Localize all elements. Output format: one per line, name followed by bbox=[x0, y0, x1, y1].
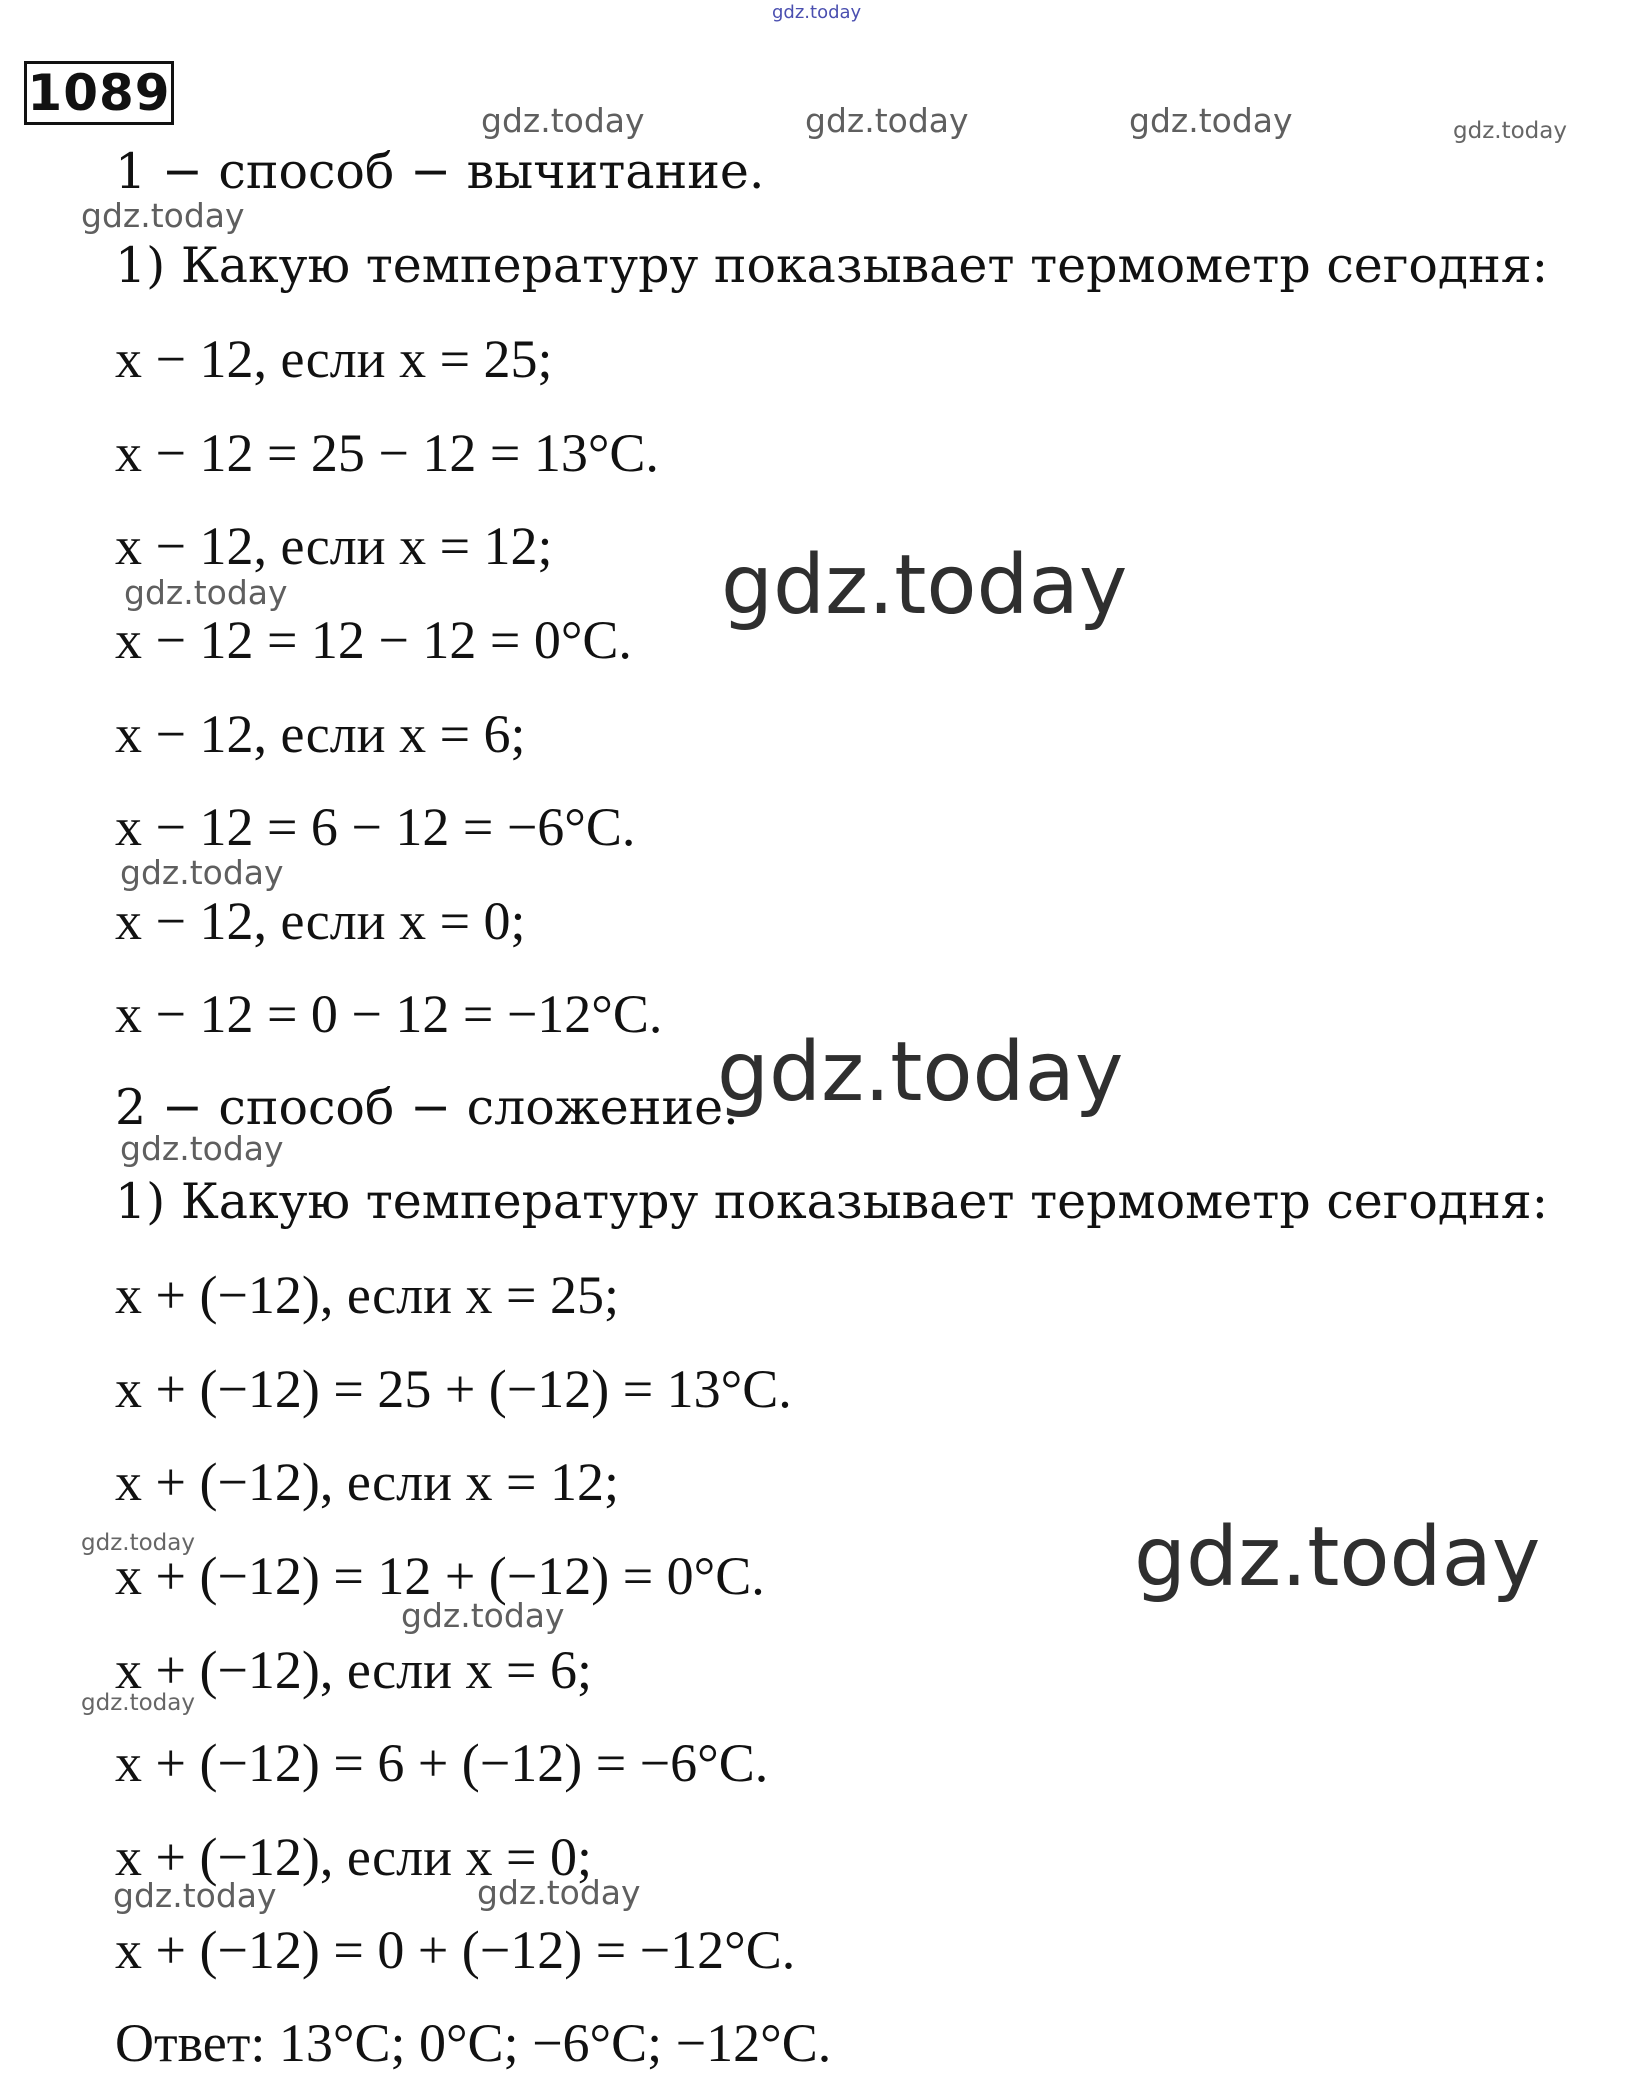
method2-line: x + (−12), если x = 0; bbox=[115, 1827, 592, 1887]
watermark: gdz.today bbox=[721, 538, 1128, 633]
method2-title: 2 − способ − сложение. bbox=[115, 1079, 739, 1136]
method2-line: x + (−12), если x = 25; bbox=[115, 1265, 619, 1325]
watermark: gdz.today bbox=[81, 1690, 195, 1716]
method2-line: x + (−12) = 25 + (−12) = 13°C. bbox=[115, 1359, 792, 1419]
method2-line: x + (−12), если x = 12; bbox=[115, 1452, 619, 1512]
watermark: gdz.today bbox=[1129, 101, 1293, 140]
method1-line: x − 12 = 6 − 12 = −6°C. bbox=[115, 797, 636, 857]
watermark: gdz.today bbox=[113, 1876, 277, 1915]
method1-line: x − 12, если x = 25; bbox=[115, 329, 553, 389]
method1-line: x − 12, если x = 0; bbox=[115, 891, 526, 951]
watermark: gdz.today bbox=[1134, 1510, 1541, 1605]
answer-line: Ответ: 13°C; 0°C; −6°C; −12°C. bbox=[115, 2013, 832, 2073]
watermark: gdz.today bbox=[481, 101, 645, 140]
method1-line: x − 12 = 12 − 12 = 0°C. bbox=[115, 610, 632, 670]
watermark: gdz.today bbox=[120, 1129, 284, 1168]
watermark: gdz.today bbox=[477, 1873, 641, 1912]
watermark: gdz.today bbox=[717, 1025, 1124, 1120]
watermark: gdz.today bbox=[772, 2, 862, 23]
watermark: gdz.today bbox=[81, 196, 245, 235]
method2-question: 1) Какую температуру показывает термометр сегодня: bbox=[115, 1173, 1549, 1230]
method2-line: x + (−12) = 6 + (−12) = −6°C. bbox=[115, 1733, 769, 1793]
method1-title: 1 − способ − вычитание. bbox=[115, 143, 765, 200]
method2-line: x + (−12) = 0 + (−12) = −12°C. bbox=[115, 1920, 796, 1980]
method2-line: x + (−12) = 12 + (−12) = 0°C. bbox=[115, 1546, 765, 1606]
method1-question: 1) Какую температуру показывает термометр сегодня: bbox=[115, 237, 1549, 294]
watermark: gdz.today bbox=[805, 101, 969, 140]
method1-line: x − 12, если x = 6; bbox=[115, 704, 526, 764]
problem-number-box: 1089 bbox=[24, 61, 174, 125]
watermark: gdz.today bbox=[401, 1596, 565, 1635]
method1-line: x − 12 = 0 − 12 = −12°C. bbox=[115, 984, 663, 1044]
watermark: gdz.today bbox=[120, 853, 284, 892]
watermark: gdz.today bbox=[1453, 118, 1567, 144]
watermark: gdz.today bbox=[124, 573, 288, 612]
watermark: gdz.today bbox=[81, 1530, 195, 1556]
method2-line: x + (−12), если x = 6; bbox=[115, 1640, 592, 1700]
method1-line: x − 12, если x = 12; bbox=[115, 516, 553, 576]
method1-line: x − 12 = 25 − 12 = 13°C. bbox=[115, 423, 659, 483]
